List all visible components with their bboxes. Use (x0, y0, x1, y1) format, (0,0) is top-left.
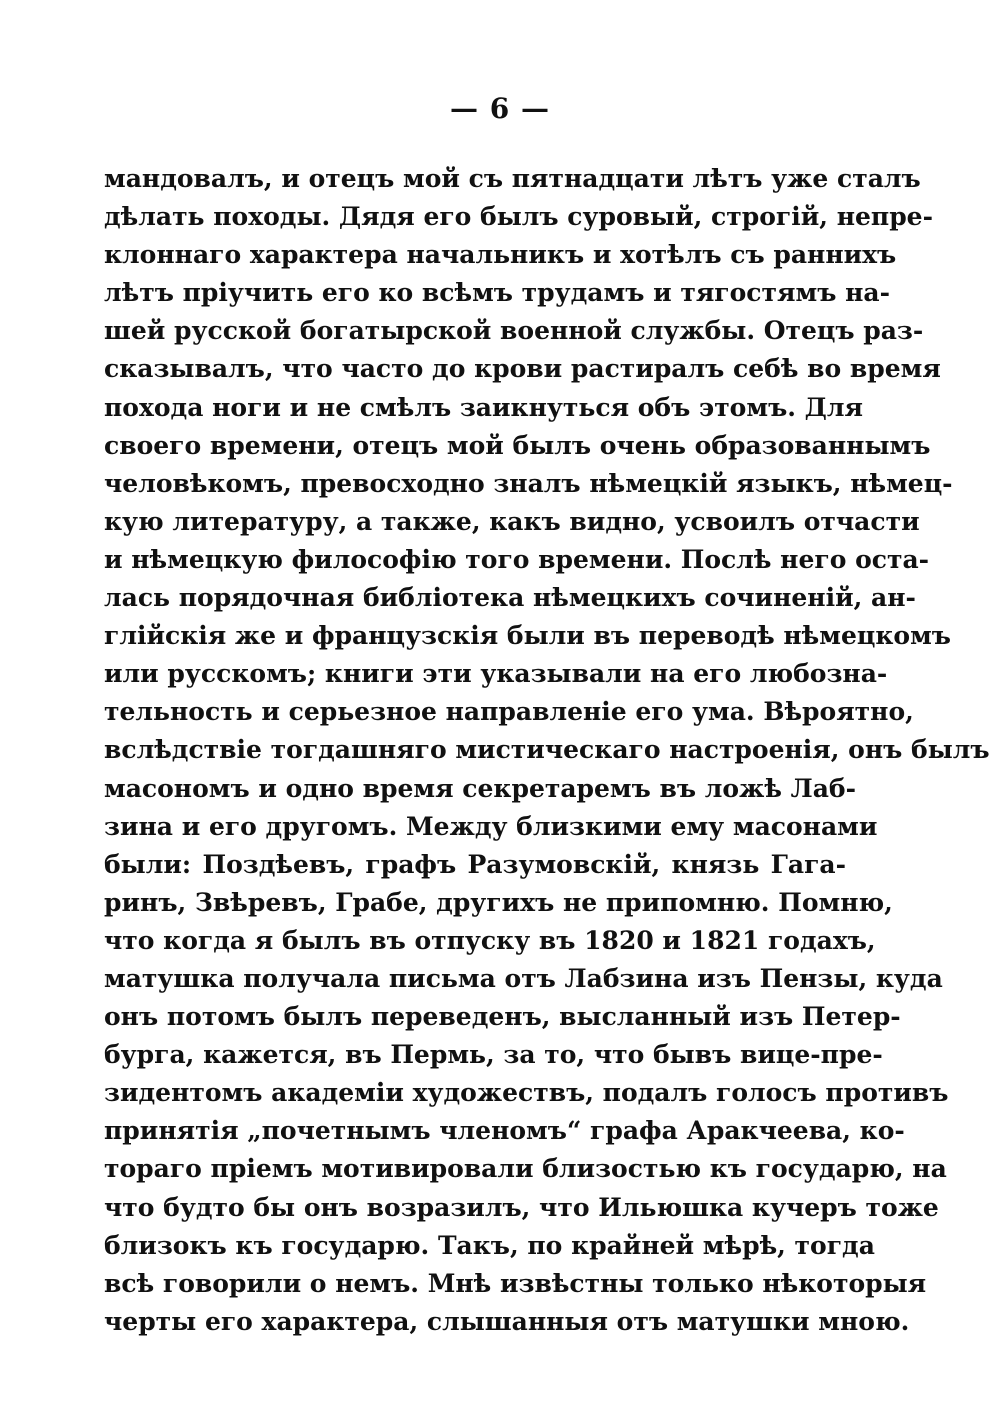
body-text (104, 160, 990, 1341)
text-line: кую литературу, а также, какъ видно, усвоилъ отчасти (104, 506, 920, 536)
text-line: дѣлать походы. Дядя его былъ суровый, строгій, непре- (104, 202, 933, 232)
text-line: матушка получала письма отъ Лабзина изъ Пензы, куда (104, 963, 943, 993)
text-line: и нѣмецкую философію того времени. Послѣ него оста- (104, 544, 930, 574)
text-line: зидентомъ академіи художествъ, подалъ голосъ противъ (104, 1078, 949, 1108)
text-line: мандовалъ, и отецъ мой съ пятнадцати лѣтъ уже сталъ (104, 164, 921, 193)
text-line: лѣтъ пріучить его ко всѣмъ трудамъ и тягостямъ на- (104, 278, 890, 308)
text-line: онъ потомъ былъ переведенъ, высланный изъ Петер- (104, 1002, 901, 1032)
text-line: близокъ къ государю. Такъ, по крайней мѣрѣ, тогда (104, 1230, 875, 1260)
page-number: — 6 — (450, 92, 550, 125)
text-line: всѣ говорили о немъ. Мнѣ извѣстны только нѣкоторыя (104, 1268, 927, 1298)
text-line: или русскомъ; книги эти указывали на его любозна- (104, 659, 888, 689)
text-line: вслѣдствіе тогдашняго мистическаго настроенія, онъ былъ (104, 735, 990, 765)
text-line: своего времени, отецъ мой былъ очень образованнымъ (104, 430, 931, 460)
text-line: ринъ, Звѣревъ, Грабе, другихъ не припомню. Помню, (104, 887, 893, 917)
text-line: бурга, кажется, въ Пермь, за то, что бывъ вице-пре- (104, 1040, 883, 1070)
text-line: глійскія же и французскія были въ переводѣ нѣмецкомъ (104, 621, 951, 651)
text-line: принятія „почетнымъ членомъ“ графа Аракчеева, ко- (104, 1116, 905, 1146)
text-line: клоннаго характера начальникъ и хотѣлъ съ раннихъ (104, 240, 897, 270)
text-line: что будто бы онъ возразилъ, что Ильюшка кучеръ тоже (104, 1192, 939, 1222)
text-line: похода ноги и не смѣлъ заикнуться объ этомъ. Для (104, 392, 863, 422)
text-line: зина и его другомъ. Между близкими ему масонами (104, 811, 878, 841)
text-line: тораго пріемъ мотивировали близостью къ государю, на (104, 1154, 947, 1184)
text-line: масономъ и одно время секретаремъ въ ложѣ Лаб- (104, 773, 856, 803)
text-line: человѣкомъ, превосходно зналъ нѣмецкій языкъ, нѣмец- (104, 468, 953, 498)
text-line: шей русской богатырской военной службы. Отецъ раз- (104, 316, 924, 346)
text-line: что когда я былъ въ отпуску въ 1820 и 1821 годахъ, (104, 925, 876, 955)
text-line: лась порядочная библіотека нѣмецкихъ сочиненій, ан- (104, 583, 916, 613)
text-line: сказывалъ, что часто до крови растиралъ себѣ во время (104, 354, 941, 384)
text-line: черты его характера, слышанныя отъ матушки мною. (104, 1306, 910, 1336)
text-line: были: Поздѣевъ, графъ Разумовскій, князь Гага- (104, 849, 846, 879)
text-line: тельность и серьезное направленіе его ума. Вѣроятно, (104, 697, 914, 727)
